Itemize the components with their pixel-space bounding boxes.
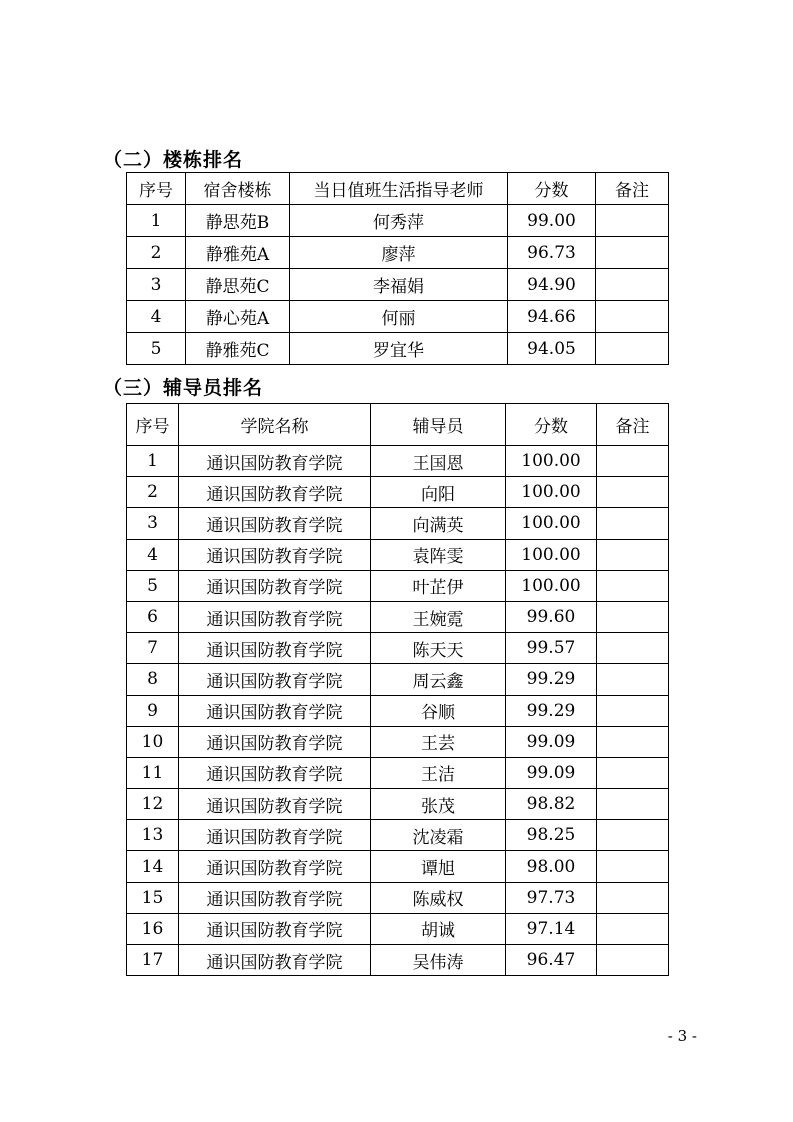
counselor-table-cell [597, 446, 669, 477]
counselor-table-cell: 12 [127, 789, 179, 820]
counselor-table-cell: 99.09 [506, 757, 597, 788]
counselor-table-cell: 向满英 [371, 508, 506, 539]
counselor-table-cell: 99.29 [506, 664, 597, 695]
counselor-table-cell [597, 539, 669, 570]
counselor-table-cell: 叶芷伊 [371, 570, 506, 601]
table-row [127, 333, 669, 365]
counselor-table-cell: 周云鑫 [371, 664, 506, 695]
table-row [127, 726, 669, 757]
counselor-table-cell [597, 789, 669, 820]
counselor-table-cell: 谭旭 [371, 851, 506, 882]
counselor-table-cell: 16 [127, 913, 179, 944]
table-row [127, 570, 669, 601]
building-table-cell: 94.66 [508, 301, 596, 333]
table-row [127, 539, 669, 570]
table-row [127, 601, 669, 632]
building-table-cell [596, 269, 669, 301]
counselor-table-column-header: 备注 [597, 404, 669, 446]
table-row [127, 446, 669, 477]
counselor-table-cell: 通识国防教育学院 [179, 570, 371, 601]
building-table-cell: 4 [127, 301, 186, 333]
counselor-table-cell [597, 945, 669, 976]
building-table-cell [596, 205, 669, 237]
counselor-table-cell: 陈天天 [371, 633, 506, 664]
counselor-table-column-header: 序号 [127, 404, 179, 446]
building-table-cell: 5 [127, 333, 186, 365]
building-table-cell: 静雅苑C [186, 333, 290, 365]
table-row [127, 851, 669, 882]
counselor-table-cell: 13 [127, 820, 179, 851]
counselor-table-cell [597, 757, 669, 788]
counselor-table-cell: 张茂 [371, 789, 506, 820]
counselor-table-cell: 通识国防教育学院 [179, 539, 371, 570]
counselor-table-cell: 通识国防教育学院 [179, 664, 371, 695]
counselor-table-cell: 通识国防教育学院 [179, 945, 371, 976]
counselor-table-cell: 100.00 [506, 446, 597, 477]
counselor-table-cell: 1 [127, 446, 179, 477]
counselor-table-column-header: 辅导员 [371, 404, 506, 446]
counselor-table-cell: 通识国防教育学院 [179, 789, 371, 820]
table-row [127, 205, 669, 237]
table-row [127, 757, 669, 788]
counselor-table-cell [597, 633, 669, 664]
counselor-table-cell: 14 [127, 851, 179, 882]
counselor-table-cell [597, 664, 669, 695]
counselor-table-cell: 王婉霓 [371, 601, 506, 632]
table-row [127, 633, 669, 664]
counselor-table-cell [597, 820, 669, 851]
building-table-cell [596, 301, 669, 333]
counselor-table-cell [597, 508, 669, 539]
counselor-table-cell: 6 [127, 601, 179, 632]
counselor-table-cell [597, 570, 669, 601]
counselor-table-cell: 通识国防教育学院 [179, 477, 371, 508]
counselor-table-cell: 99.57 [506, 633, 597, 664]
building-table-cell: 静心苑A [186, 301, 290, 333]
counselor-table-cell: 99.60 [506, 601, 597, 632]
counselor-table-cell: 97.73 [506, 882, 597, 913]
building-table-column-header: 序号 [127, 173, 186, 205]
counselor-table-cell: 11 [127, 757, 179, 788]
building-table-cell: 94.90 [508, 269, 596, 301]
building-table-header-row [127, 173, 669, 205]
building-table-cell [596, 237, 669, 269]
counselor-table-cell: 陈威权 [371, 882, 506, 913]
building-table-cell: 静思苑C [186, 269, 290, 301]
counselor-table-cell: 3 [127, 508, 179, 539]
counselor-table-cell: 通识国防教育学院 [179, 726, 371, 757]
counselor-table-cell: 通识国防教育学院 [179, 757, 371, 788]
counselor-table-cell: 99.29 [506, 695, 597, 726]
table-row [127, 913, 669, 944]
counselor-table-cell: 通识国防教育学院 [179, 601, 371, 632]
building-table-cell: 廖萍 [290, 237, 508, 269]
counselor-table-cell: 100.00 [506, 539, 597, 570]
building-table-cell: 何丽 [290, 301, 508, 333]
counselor-table-cell: 吴伟涛 [371, 945, 506, 976]
counselor-table-cell [597, 882, 669, 913]
building-table-cell: 94.05 [508, 333, 596, 365]
counselor-table-cell: 谷顺 [371, 695, 506, 726]
counselor-table-cell [597, 851, 669, 882]
counselor-table-cell: 98.00 [506, 851, 597, 882]
table-row [127, 820, 669, 851]
counselor-table-cell [597, 695, 669, 726]
counselor-ranking-heading: （三）辅导员排名 [103, 377, 264, 399]
counselor-table-cell: 王国恩 [371, 446, 506, 477]
counselor-table-cell: 通识国防教育学院 [179, 446, 371, 477]
counselor-table-cell: 100.00 [506, 570, 597, 601]
building-table-cell: 何秀萍 [290, 205, 508, 237]
counselor-table-cell: 通识国防教育学院 [179, 820, 371, 851]
counselor-table-cell: 通识国防教育学院 [179, 913, 371, 944]
counselor-table-cell: 通识国防教育学院 [179, 851, 371, 882]
counselor-table-cell: 98.25 [506, 820, 597, 851]
counselor-table-cell: 胡诚 [371, 913, 506, 944]
counselor-table-column-header: 学院名称 [179, 404, 371, 446]
counselor-table-cell: 96.47 [506, 945, 597, 976]
table-row [127, 789, 669, 820]
building-table-column-header: 宿舍楼栋 [186, 173, 290, 205]
counselor-table-column-header: 分数 [506, 404, 597, 446]
counselor-table-cell [597, 913, 669, 944]
counselor-table-cell: 9 [127, 695, 179, 726]
table-row [127, 508, 669, 539]
counselor-table-cell: 15 [127, 882, 179, 913]
building-table-column-header: 当日值班生活指导老师 [290, 173, 508, 205]
building-table-cell: 李福娟 [290, 269, 508, 301]
building-table-cell: 静思苑B [186, 205, 290, 237]
counselor-table-cell [597, 601, 669, 632]
counselor-table-cell: 通识国防教育学院 [179, 633, 371, 664]
building-table-column-header: 备注 [596, 173, 669, 205]
building-table-cell: 3 [127, 269, 186, 301]
building-table-cell: 99.00 [508, 205, 596, 237]
counselor-table-cell: 王洁 [371, 757, 506, 788]
table-row [127, 882, 669, 913]
table-row [127, 695, 669, 726]
counselor-table-cell: 通识国防教育学院 [179, 508, 371, 539]
building-table-cell: 罗宜华 [290, 333, 508, 365]
table-row [127, 664, 669, 695]
page-number: - 3 - [667, 1027, 697, 1045]
counselor-table-cell: 通识国防教育学院 [179, 695, 371, 726]
counselor-table-cell: 17 [127, 945, 179, 976]
building-table-cell: 静雅苑A [186, 237, 290, 269]
counselor-table-cell: 通识国防教育学院 [179, 882, 371, 913]
counselor-table-cell: 袁阵雯 [371, 539, 506, 570]
table-row [127, 301, 669, 333]
counselor-table-cell: 2 [127, 477, 179, 508]
counselor-table-header-row [127, 404, 669, 446]
table-row [127, 945, 669, 976]
building-ranking-heading: （二）楼栋排名 [103, 149, 244, 171]
building-table-cell: 1 [127, 205, 186, 237]
counselor-table-cell: 7 [127, 633, 179, 664]
counselor-table-cell: 王芸 [371, 726, 506, 757]
counselor-table-cell: 沈凌霜 [371, 820, 506, 851]
building-ranking-table [126, 172, 669, 365]
counselor-ranking-table [126, 403, 669, 976]
table-row [127, 477, 669, 508]
counselor-table-cell: 99.09 [506, 726, 597, 757]
counselor-table-cell: 10 [127, 726, 179, 757]
table-row [127, 237, 669, 269]
counselor-table-cell: 98.82 [506, 789, 597, 820]
building-table-column-header: 分数 [508, 173, 596, 205]
building-table-cell: 96.73 [508, 237, 596, 269]
building-table-cell: 2 [127, 237, 186, 269]
counselor-table-cell [597, 477, 669, 508]
counselor-table-cell: 4 [127, 539, 179, 570]
building-table-cell [596, 333, 669, 365]
counselor-table-cell [597, 726, 669, 757]
counselor-table-cell: 100.00 [506, 477, 597, 508]
counselor-table-cell: 97.14 [506, 913, 597, 944]
counselor-table-cell: 向阳 [371, 477, 506, 508]
counselor-table-cell: 100.00 [506, 508, 597, 539]
counselor-table-cell: 5 [127, 570, 179, 601]
table-row [127, 269, 669, 301]
counselor-table-cell: 8 [127, 664, 179, 695]
